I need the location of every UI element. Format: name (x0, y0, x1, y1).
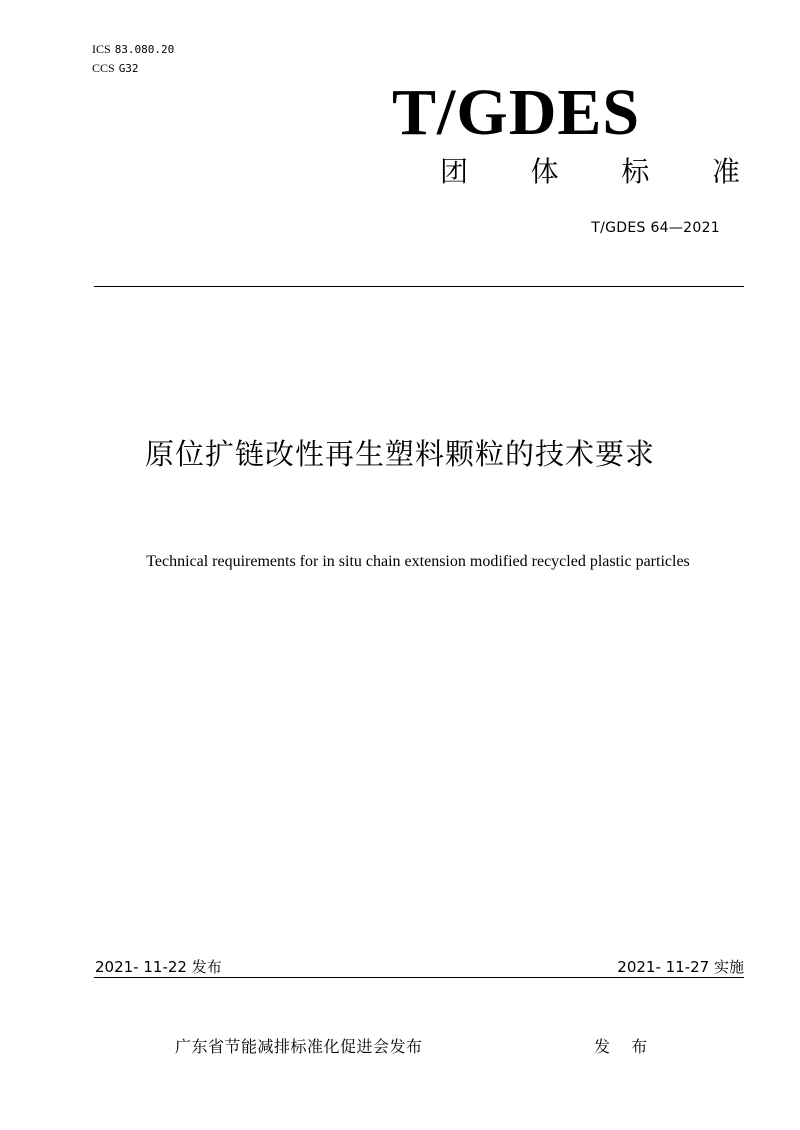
standard-type-char: 体 (530, 155, 559, 188)
ics-label: ICS (92, 42, 111, 56)
issue-label: 发 布 (594, 1037, 656, 1056)
ics-line (92, 40, 174, 59)
standard-type-label (440, 152, 740, 192)
ccs-label: CCS (92, 61, 115, 75)
english-title: Technical requirements for in situ chain extension modified recycled plastic particles (146, 553, 690, 570)
footer-divider (94, 977, 744, 978)
chinese-title: 原位扩链改性再生塑料颗粒的技术要求 (144, 437, 655, 471)
issuing-organization: 广东省节能减排标准化促进会发布 (175, 1037, 423, 1056)
ccs-value: G32 (118, 62, 139, 75)
ics-value: 83.080.20 (114, 43, 175, 56)
standard-number: T/GDES 64—2021 (591, 220, 720, 236)
standard-type-char: 准 (711, 155, 740, 188)
standard-type-char: 团 (440, 155, 469, 188)
publish-date: 2021- 11-22 发布 (95, 958, 222, 976)
standard-logo: T/GDES (392, 76, 641, 149)
classification-codes (92, 40, 174, 78)
header-divider (94, 286, 744, 287)
implementation-date: 2021- 11-27 实施 (617, 958, 744, 976)
standard-type-char: 标 (621, 155, 650, 188)
ccs-line (92, 59, 174, 78)
